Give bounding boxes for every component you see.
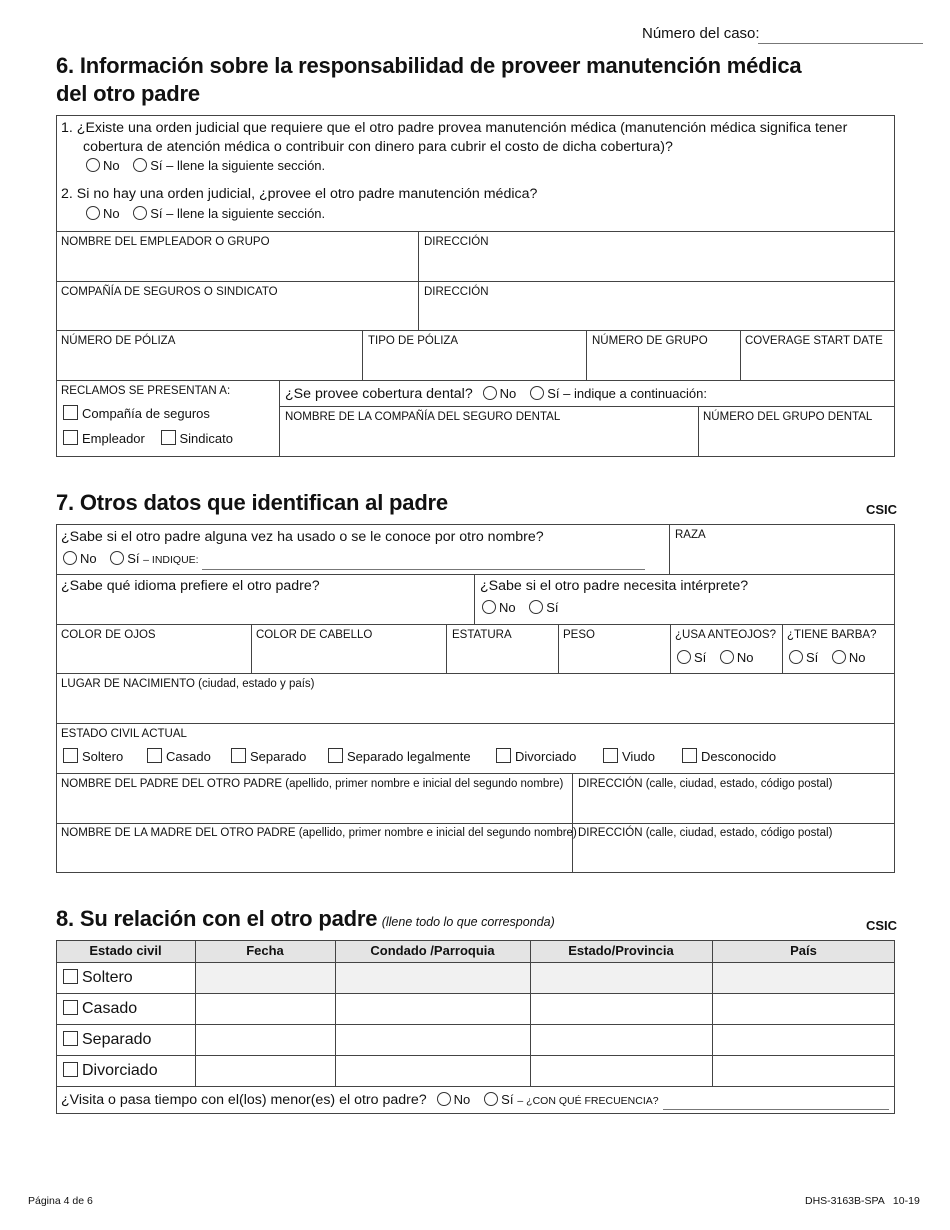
q1-text-line2: cobertura de atención médica o contribuir con dinero para cubrir el costo de dicha cobertura)?: [83, 139, 673, 155]
glasses-no-label: No: [736, 650, 754, 665]
claims-union-label: Sindicato: [179, 431, 233, 446]
glasses-no-radio[interactable]: [720, 650, 734, 664]
case-number-input[interactable]: [758, 43, 923, 44]
q2-no-label: No: [103, 206, 120, 221]
q1-no-label: No: [103, 158, 120, 173]
visit-frequency-label: – ¿CON QUÉ FRECUENCIA?: [517, 1095, 659, 1107]
marital-option-soltero: Soltero: [63, 748, 123, 766]
section7-title: 7. Otros datos que identifican al padre: [56, 490, 448, 515]
dental-yes-label: Sí – indique a continuación:: [547, 386, 707, 401]
col-header-estado-provincia: Estado/Provincia: [568, 943, 674, 958]
dental-no-label: No: [499, 386, 517, 401]
visit-frequency-input[interactable]: [663, 1098, 889, 1110]
hair-color-field[interactable]: COLOR DE CABELLO: [256, 629, 373, 641]
marital-option-divorciado: Divorciado: [496, 748, 576, 766]
q2-text: 2. Si no hay una orden judicial, ¿provee el otro padre manutención médica?: [61, 186, 538, 202]
marital-option-separado: Separado: [231, 748, 306, 766]
marital-desconocido-checkbox[interactable]: [682, 748, 697, 763]
marital-option-desconocido: Desconocido: [682, 748, 776, 766]
interpreter-yes-label: Sí: [546, 600, 559, 615]
father-name-field[interactable]: NOMBRE DEL PADRE DEL OTRO PADRE (apellido, primer nombre e inicial del segundo nombre): [61, 778, 564, 790]
visit-no-radio[interactable]: [437, 1092, 451, 1106]
policy-type-field[interactable]: TIPO DE PÓLIZA: [368, 335, 459, 347]
q1-text-line1: 1. ¿Existe una orden judicial que requiere que el otro padre provea manutención médica (manutención médica significa tener: [61, 120, 848, 136]
claims-employer-label: Empleador: [82, 431, 145, 446]
insurer-field[interactable]: COMPAÑÍA DE SEGUROS O SINDICATO: [61, 286, 278, 298]
visit-yes-radio[interactable]: [484, 1092, 498, 1106]
q2-yes-radio[interactable]: [133, 206, 147, 220]
employer-address-field[interactable]: DIRECCIÓN: [424, 236, 489, 248]
birthplace-field[interactable]: LUGAR DE NACIMIENTO (ciudad, estado y país): [61, 678, 315, 690]
marital-divorciado-checkbox[interactable]: [496, 748, 511, 763]
relation-divorciado-checkbox[interactable]: [63, 1062, 78, 1077]
q1-yes-radio[interactable]: [133, 158, 147, 172]
q1-no-radio[interactable]: [86, 158, 100, 172]
coverage-start-field[interactable]: COVERAGE START DATE: [745, 335, 883, 347]
relation-casado-checkbox[interactable]: [63, 1000, 78, 1015]
alias-yes-radio[interactable]: [110, 551, 124, 565]
marital-separado-checkbox[interactable]: [231, 748, 246, 763]
interpreter-yes-radio[interactable]: [529, 600, 543, 614]
visit-yes-label: Sí: [501, 1092, 514, 1107]
language-question[interactable]: ¿Sabe qué idioma prefiere el otro padre?: [61, 578, 320, 594]
q2-yes-label: Sí – llene la siguiente sección.: [150, 206, 326, 221]
insurer-address-field[interactable]: DIRECCIÓN: [424, 286, 489, 298]
table-row: Casado: [63, 999, 137, 1019]
section8-title: 8. Su relación con el otro padre: [56, 906, 378, 931]
claims-insurer-label: Compañía de seguros: [82, 406, 210, 421]
section8-subtitle: (llene todo lo que corresponda): [381, 915, 555, 929]
marital-option-separado-legalmente: Separado legalmente: [328, 748, 471, 766]
dental-company-field[interactable]: NOMBRE DE LA COMPAÑÍA DEL SEGURO DENTAL: [285, 411, 561, 423]
relation-separado-checkbox[interactable]: [63, 1031, 78, 1046]
visit-no-label: No: [453, 1092, 471, 1107]
marital-viudo-checkbox[interactable]: [603, 748, 618, 763]
marital-casado-checkbox[interactable]: [147, 748, 162, 763]
form-id: DHS-3163B-SPA 10-19: [805, 1195, 920, 1207]
col-header-fecha: Fecha: [246, 943, 284, 958]
case-number-label: Número del caso:: [642, 25, 760, 42]
employer-field[interactable]: NOMBRE DEL EMPLEADOR O GRUPO: [61, 236, 270, 248]
q2-no-radio[interactable]: [86, 206, 100, 220]
section6-title-line1: 6. Información sobre la responsabilidad de proveer manutención médica: [56, 53, 802, 78]
interpreter-no-radio[interactable]: [482, 600, 496, 614]
alias-question: ¿Sabe si el otro padre alguna vez ha usado o se le conoce por otro nombre?: [61, 529, 544, 545]
beard-no-radio[interactable]: [832, 650, 846, 664]
dental-group-field[interactable]: NÚMERO DEL GRUPO DENTAL: [703, 411, 873, 423]
policy-number-field[interactable]: NÚMERO DE PÓLIZA: [61, 335, 176, 347]
alias-no-radio[interactable]: [63, 551, 77, 565]
claims-label: RECLAMOS SE PRESENTAN A:: [61, 385, 231, 397]
glasses-label: ¿USA ANTEOJOS?: [675, 629, 776, 641]
q1-yes-label: Sí – llene la siguiente sección.: [150, 158, 326, 173]
col-header-pais: País: [790, 943, 817, 958]
dental-question: ¿Se provee cobertura dental?: [285, 386, 473, 402]
marital-soltero-checkbox[interactable]: [63, 748, 78, 763]
dental-yes-radio[interactable]: [530, 386, 544, 400]
col-header-condado: Condado /Parroquia: [370, 943, 495, 958]
glasses-yes-label: Sí: [694, 650, 707, 665]
alias-indique-label: – INDIQUE:: [143, 554, 199, 566]
table-row: Soltero: [63, 968, 133, 988]
weight-field[interactable]: PESO: [563, 629, 595, 641]
claims-employer-checkbox[interactable]: [63, 430, 78, 445]
section6-title-line2: del otro padre: [56, 81, 200, 106]
interpreter-no-label: No: [499, 600, 516, 615]
beard-yes-label: Sí: [806, 650, 819, 665]
dental-no-radio[interactable]: [483, 386, 497, 400]
marital-separado-legalmente-checkbox[interactable]: [328, 748, 343, 763]
relation-soltero-checkbox[interactable]: [63, 969, 78, 984]
eye-color-field[interactable]: COLOR DE OJOS: [61, 629, 156, 641]
alias-input[interactable]: [202, 558, 645, 570]
father-address-field[interactable]: DIRECCIÓN (calle, ciudad, estado, código postal): [578, 778, 833, 790]
table-row: Divorciado: [63, 1061, 158, 1081]
beard-no-label: No: [848, 650, 866, 665]
beard-yes-radio[interactable]: [789, 650, 803, 664]
section7-csic: CSIC: [866, 502, 898, 517]
interpreter-question: ¿Sabe si el otro padre necesita intérprete?: [480, 578, 749, 594]
visit-question: ¿Visita o pasa tiempo con el(los) menor(es) el otro padre?: [61, 1092, 427, 1108]
glasses-yes-radio[interactable]: [677, 650, 691, 664]
section8-csic: CSIC: [866, 918, 898, 933]
alias-no-label: No: [80, 551, 97, 566]
beard-label: ¿TIENE BARBA?: [787, 629, 877, 641]
group-number-field[interactable]: NÚMERO DE GRUPO: [592, 335, 708, 347]
page-number: Página 4 de 6: [28, 1195, 93, 1207]
marital-option-casado: Casado: [147, 748, 211, 766]
claims-union-checkbox[interactable]: [161, 430, 176, 445]
marital-status-label: ESTADO CIVIL ACTUAL: [61, 728, 187, 740]
col-header-estado-civil: Estado civil: [89, 943, 162, 958]
claims-insurer-checkbox[interactable]: [63, 405, 78, 420]
alias-yes-label: Sí: [127, 551, 140, 566]
mother-address-field[interactable]: DIRECCIÓN (calle, ciudad, estado, código postal): [578, 827, 833, 839]
table-row: Separado: [63, 1030, 151, 1050]
race-field[interactable]: RAZA: [675, 529, 706, 541]
height-field[interactable]: ESTATURA: [452, 629, 512, 641]
marital-option-viudo: Viudo: [603, 748, 655, 766]
mother-name-field[interactable]: NOMBRE DE LA MADRE DEL OTRO PADRE (apellido, primer nombre e inicial del segundo nombre): [61, 827, 577, 839]
